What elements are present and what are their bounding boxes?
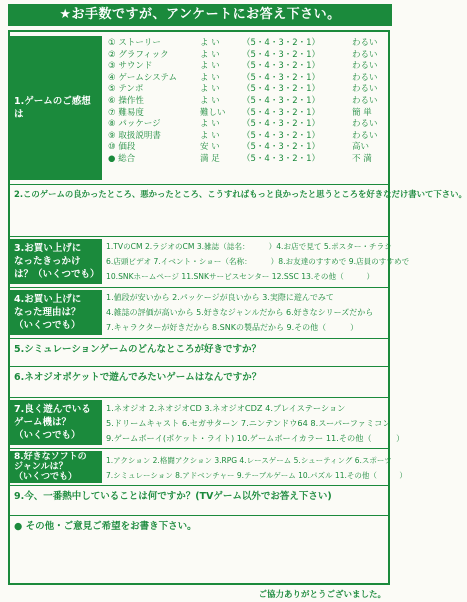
rating-item-label: ④ ゲームシステム	[108, 72, 177, 83]
q8-option-row[interactable]: 7.シミュレーション 8.アドベンチャー 9.テーブルゲーム 10.パズル 11.その他（ ）	[106, 471, 407, 480]
rating-good-label: よ い	[200, 61, 220, 72]
q4-option-row[interactable]: 7.キャラクターが好きだから 8.SNKの製品だから 9.その他（ ）	[106, 323, 359, 332]
survey-banner: ★お手数ですが、アンケートにお答え下さい。	[8, 4, 392, 26]
q2-answer-area[interactable]	[12, 200, 386, 234]
rating-bad-label: わるい	[352, 95, 378, 106]
divider	[8, 236, 390, 237]
rating-scale[interactable]: （5・4・3・2・1）	[242, 72, 321, 83]
rating-bad-label: 高い	[352, 142, 370, 153]
q7-label-line: （いくつでも）	[14, 430, 81, 441]
q1-rating-row[interactable]	[108, 108, 392, 120]
divider	[8, 448, 390, 449]
rating-item-label: ① ストーリー	[108, 38, 161, 48]
rating-scale[interactable]: （5・4・3・2・1）	[242, 49, 321, 60]
q3-label	[10, 239, 102, 284]
q8-label-line: ジャンルは？	[14, 462, 68, 472]
rating-scale[interactable]: （5・4・3・2・1）	[242, 61, 321, 72]
q6-answer-area[interactable]	[12, 382, 386, 394]
rating-bad-label: わるい	[352, 119, 378, 130]
q3-option-row[interactable]: 10.SNKホームページ 11.SNKサービスセンター 12.SSC 13.その他（ ）	[106, 272, 375, 281]
rating-item-label: ⑩ 価段	[108, 142, 136, 153]
q3-label-line: 3.お買い上げに	[14, 243, 82, 254]
q7-label	[10, 400, 102, 445]
q1-rating-row[interactable]	[108, 50, 392, 62]
rating-good-label: 安 い	[200, 142, 220, 153]
q4-label-line: 4.お買い上げに	[14, 294, 82, 305]
rating-good-label: 満 足	[200, 153, 220, 164]
rating-scale[interactable]: （5・4・3・2・1）	[242, 119, 321, 130]
rating-item-label: ⑨ 取扱説明書	[108, 130, 161, 141]
divider	[8, 485, 390, 486]
rating-scale[interactable]: （5・4・3・2・1）	[242, 153, 321, 164]
rating-scale[interactable]: （5・4・3・2・1）	[242, 95, 321, 106]
q8-option-row[interactable]: 1.アクション 2.格闘アクション 3.RPG 4.レースゲーム 5.シューティング 6.スポーツ	[106, 456, 392, 465]
q7-label-line: ゲーム機は？	[14, 417, 72, 428]
rating-bad-label: わるい	[352, 38, 378, 48]
q3-option-row[interactable]: 1.TVのCM 2.ラジオのCM 3.雑誌（誌名： ）4.お店で見て 5.ポスター・チラシ	[106, 242, 392, 251]
rating-item-label: ② グラフィック	[108, 49, 169, 60]
rating-good-label: よ い	[200, 72, 220, 83]
rating-scale[interactable]: （5・4・3・2・1）	[242, 130, 321, 141]
q5-answer-area[interactable]	[12, 354, 386, 364]
rating-bad-label: 簡 単	[352, 107, 372, 118]
rating-item-label: ⑧ パッケージ	[108, 119, 161, 130]
rating-item-label: ⑦ 難易度	[108, 107, 144, 118]
comments-question: ● その他・ご意見ご希望をお書き下さい。	[14, 521, 197, 532]
rating-item-label: ● 総合	[108, 153, 136, 164]
q1-label-text: 1.ゲームのご感想は	[14, 96, 91, 120]
q1-rating-row[interactable]	[108, 61, 392, 73]
rating-item-label: ⑥ 操作性	[108, 95, 144, 106]
rating-bad-label: わるい	[352, 72, 378, 83]
rating-bad-label: わるい	[352, 61, 378, 72]
q7-option-row[interactable]: 1.ネオジオ 2.ネオジオCD 3.ネオジオCDZ 4.プレイステーション	[106, 403, 346, 413]
q5-question: 5.シミュレーションゲームのどんなところが好きですか？	[14, 344, 261, 355]
q7-option-row[interactable]: 5.ドリームキャスト 6.セガサターン 7.ニンテンドウ64 8.スーパーファミコン	[106, 418, 391, 428]
q4-option-row[interactable]: 4.雑誌の評価が高いから 5.好きなジャンルだから 6.好きなシリーズだから	[106, 308, 374, 317]
q9-question: 9.今、一番熱中していることは何ですか？(TVゲーム以外でお答え下さい)	[14, 491, 332, 502]
q1-rating-row[interactable]	[108, 84, 392, 96]
rating-item-label: ③ サウンド	[108, 61, 153, 72]
q1-rating-row[interactable]	[108, 154, 392, 166]
rating-good-label: 難しい	[200, 107, 226, 118]
q4-label-line: （いくつでも）	[14, 320, 81, 331]
q3-label-line: は？（いくつでも）	[14, 269, 100, 280]
q1-rating-table	[108, 38, 392, 166]
divider	[8, 515, 390, 516]
q3-option-row[interactable]: 6.店頭ビデオ 7.イベント・ショー（名称： ）8.お友達のすすめで 9.店員のすすめで	[106, 257, 410, 266]
rating-good-label: よ い	[200, 95, 220, 106]
q3-label-line: なったきっかけ	[14, 256, 81, 267]
rating-good-label: よ い	[200, 38, 220, 48]
rating-bad-label: わるい	[352, 130, 378, 141]
q4-label-line: なった理由は？	[14, 307, 81, 318]
divider	[8, 184, 390, 185]
divider	[8, 287, 390, 288]
rating-good-label: よ い	[200, 49, 220, 60]
q8-label-line: （いくつでも）	[14, 472, 78, 482]
q4-option-row[interactable]: 1.値段が安いから 2.パッケージが良いから 3.実際に遊んでみて	[106, 293, 334, 302]
rating-good-label: よ い	[200, 84, 220, 95]
rating-scale[interactable]: （5・4・3・2・1）	[242, 84, 321, 95]
q1-rating-row[interactable]	[108, 142, 392, 154]
q1-rating-row[interactable]	[108, 73, 392, 85]
q7-option-row[interactable]: 9.ゲームボーイ(ポケット・ライト) 10.ゲームボーイカラー 11.その他（ ）	[106, 433, 405, 443]
q8-label	[10, 451, 102, 483]
q1-rating-row[interactable]	[108, 131, 392, 143]
q1-rating-row[interactable]	[108, 38, 392, 50]
q7-label-line: 7.良く遊んでいる	[14, 404, 91, 415]
q9-answer-area[interactable]	[12, 501, 386, 513]
rating-bad-label: わるい	[352, 84, 378, 95]
q1-rating-row[interactable]	[108, 96, 392, 108]
q1-rating-row[interactable]	[108, 119, 392, 131]
q1-label	[10, 36, 102, 180]
divider	[8, 338, 390, 339]
divider	[8, 397, 390, 398]
rating-bad-label: 不 満	[352, 153, 372, 164]
rating-good-label: よ い	[200, 130, 220, 141]
q2-question: 2.このゲームの良かったところ、悪かったところ、こうすればもっと良かったと思うところを好きなだけ書いて下さい。	[14, 189, 467, 199]
thank-you-note: ご協力ありがとうございました。	[258, 590, 386, 600]
q4-label	[10, 290, 102, 335]
rating-scale[interactable]: （5・4・3・2・1）	[242, 38, 321, 48]
rating-scale[interactable]: （5・4・3・2・1）	[242, 142, 321, 153]
comments-answer-area[interactable]	[12, 531, 386, 581]
q6-question: 6.ネオジオポケットで遊んでみたいゲームはなんですか？	[14, 372, 262, 383]
rating-scale[interactable]: （5・4・3・2・1）	[242, 107, 321, 118]
rating-item-label: ⑤ テンポ	[108, 84, 144, 95]
q8-label-line: 8.好きなソフトの	[14, 452, 87, 462]
rating-bad-label: わるい	[352, 49, 378, 60]
divider	[8, 366, 390, 367]
rating-good-label: よ い	[200, 119, 220, 130]
